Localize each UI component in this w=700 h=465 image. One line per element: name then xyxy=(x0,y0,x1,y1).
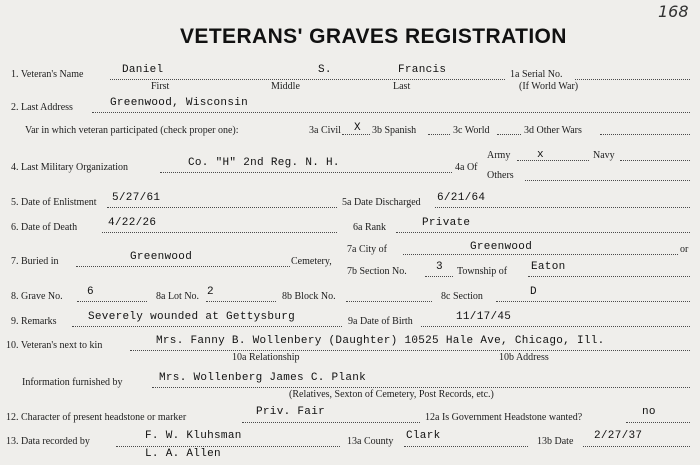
label-recorded-by: 13. Data recorded by xyxy=(6,436,90,447)
value-birth: 11/17/45 xyxy=(456,311,512,323)
other-wars-line xyxy=(600,134,690,135)
label-furnished-sub: (Relatives, Sexton of Cemetery, Post Records, etc.) xyxy=(289,389,494,400)
others-line xyxy=(525,180,690,181)
label-4a-of: 4a Of xyxy=(455,162,478,173)
label-last: Last xyxy=(393,81,411,92)
label-next-of-kin: 10. Veteran's next to kin xyxy=(6,340,103,351)
value-grave-no: 6 xyxy=(87,286,94,298)
death-line xyxy=(102,232,337,233)
serial-line xyxy=(575,79,690,80)
label-if-world-war: (If World War) xyxy=(519,81,579,92)
label-first: First xyxy=(151,81,170,92)
discharged-line xyxy=(435,207,690,208)
value-section-8c: D xyxy=(530,286,537,298)
value-county: Clark xyxy=(406,430,441,442)
label-war: Var in which veteran participated (check proper one): xyxy=(25,125,239,136)
gov-headstone-line xyxy=(626,422,690,423)
headstone-line xyxy=(242,422,420,423)
lot-no-line xyxy=(206,301,276,302)
value-section-no: 3 xyxy=(436,261,443,273)
label-grave-no: 8. Grave No. xyxy=(11,291,63,302)
grave-no-line xyxy=(77,301,147,302)
value-buried-in: Greenwood xyxy=(130,251,193,263)
value-remarks: Severely wounded at Gettysburg xyxy=(88,311,296,323)
label-cemetery: Cemetery, xyxy=(291,256,332,267)
navy-line xyxy=(620,160,690,161)
value-death: 4/22/26 xyxy=(108,217,157,229)
value-gov-headstone: no xyxy=(642,406,656,418)
label-county: 13a County xyxy=(347,436,394,447)
city-line xyxy=(403,254,678,255)
form-title: VETERANS' GRAVES REGISTRATION xyxy=(180,25,567,48)
label-middle: Middle xyxy=(271,81,300,92)
label-lot-no: 8a Lot No. xyxy=(156,291,200,302)
label-other-wars: 3d Other Wars xyxy=(524,125,582,136)
value-organization: Co. "H" 2nd Reg. N. H. xyxy=(188,157,340,169)
label-headstone: 12. Character of present headstone or marker xyxy=(6,412,187,423)
section-8c-line xyxy=(496,301,690,302)
label-serial: 1a Serial No. xyxy=(510,69,563,80)
label-organization: 4. Last Military Organization xyxy=(11,162,129,173)
value-headstone: Priv. Fair xyxy=(256,406,326,418)
value-city: Greenwood xyxy=(470,241,533,253)
label-city: 7a City of xyxy=(347,244,387,255)
organization-line xyxy=(160,172,452,173)
label-birth: 9a Date of Birth xyxy=(348,316,413,327)
civil-line xyxy=(342,134,370,135)
label-enlistment: 5. Date of Enlistment xyxy=(11,197,97,208)
section-no-line xyxy=(425,276,453,277)
value-rank: Private xyxy=(422,217,471,229)
label-furnished-by: Information furnished by xyxy=(22,377,123,388)
label-section-no: 7b Section No. xyxy=(347,266,407,277)
township-line xyxy=(528,276,690,277)
value-township: Eaton xyxy=(531,261,566,273)
value-last-address: Greenwood, Wisconsin xyxy=(110,97,249,109)
value-recorded-by: F. W. Kluhsman xyxy=(145,430,242,442)
birth-line xyxy=(421,326,690,327)
label-rank: 6a Rank xyxy=(353,222,387,233)
label-section-8c: 8c Section xyxy=(441,291,483,302)
label-veteran-name: 1. Veteran's Name xyxy=(11,69,84,80)
value-furnished-by: Mrs. Wollenberg James C. Plank xyxy=(159,372,367,384)
value-lot-no: 2 xyxy=(207,286,214,298)
furnished-by-line xyxy=(152,387,690,388)
label-relationship: 10a Relationship xyxy=(232,352,300,363)
next-of-kin-line xyxy=(130,350,690,351)
spanish-line xyxy=(428,134,450,135)
block-no-line xyxy=(346,301,432,302)
label-world: 3c World xyxy=(453,125,490,136)
recorded-by-line xyxy=(116,446,340,447)
label-township: Township of xyxy=(457,266,508,277)
label-date-13b: 13b Date xyxy=(537,436,574,447)
county-line xyxy=(404,446,528,447)
label-last-address: 2. Last Address xyxy=(11,102,73,113)
value-enlistment: 5/27/61 xyxy=(112,192,161,204)
label-gov-headstone: 12a Is Government Headstone wanted? xyxy=(425,412,583,423)
value-army-mark: x xyxy=(537,149,544,161)
label-or: or xyxy=(680,244,689,255)
label-address-10b: 10b Address xyxy=(499,352,549,363)
value-first-name: Daniel xyxy=(122,64,164,76)
label-discharged: 5a Date Discharged xyxy=(342,197,421,208)
rank-line xyxy=(396,232,690,233)
enlistment-line xyxy=(107,207,337,208)
remarks-line xyxy=(72,326,342,327)
address-line xyxy=(92,112,690,113)
value-recorded-by-2: L. A. Allen xyxy=(145,448,221,460)
label-spanish: 3b Spanish xyxy=(372,125,417,136)
page-number: 168 xyxy=(658,2,689,21)
value-next-of-kin: Mrs. Fanny B. Wollenbery (Daughter) 10525 Hale Ave, Chicago, Ill. xyxy=(156,335,605,347)
label-death: 6. Date of Death xyxy=(11,222,78,233)
world-line xyxy=(497,134,521,135)
value-last-name: Francis xyxy=(398,64,447,76)
label-block-no: 8b Block No. xyxy=(282,291,336,302)
value-civil-mark: X xyxy=(354,122,361,134)
value-discharged: 6/21/64 xyxy=(437,192,486,204)
label-others: Others xyxy=(487,170,514,181)
army-line xyxy=(517,160,589,161)
date-13b-line xyxy=(583,446,690,447)
label-army: Army xyxy=(487,150,511,161)
buried-line xyxy=(76,266,290,267)
label-remarks: 9. Remarks xyxy=(11,316,57,327)
label-civil: 3a Civil xyxy=(309,125,341,136)
value-middle-initial: S. xyxy=(318,64,332,76)
label-buried-in: 7. Buried in xyxy=(11,256,59,267)
name-line xyxy=(110,79,505,80)
label-navy: Navy xyxy=(593,150,615,161)
value-date-13b: 2/27/37 xyxy=(594,430,643,442)
